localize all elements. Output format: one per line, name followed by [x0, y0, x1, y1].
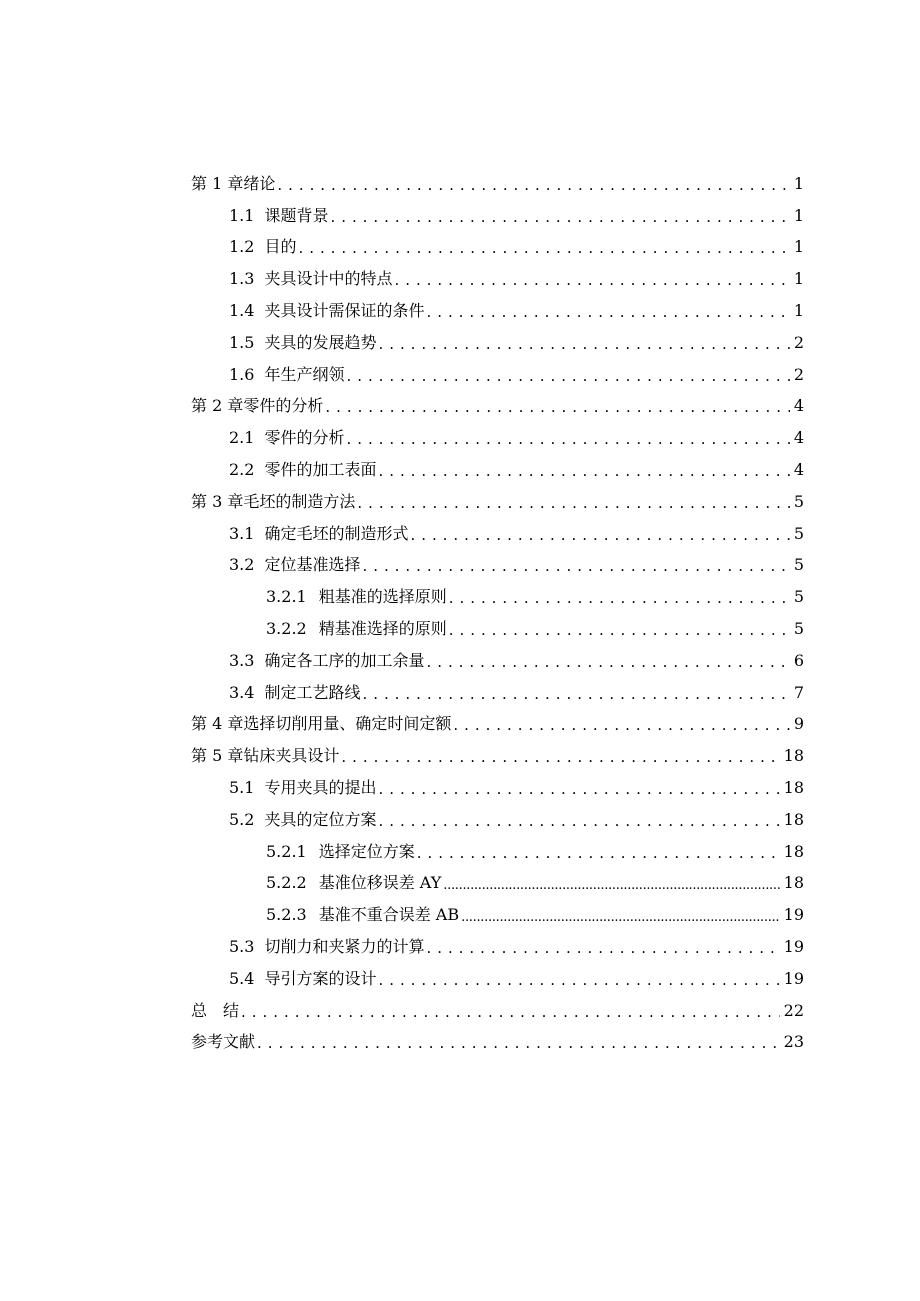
toc-entry-page: 23: [783, 1032, 804, 1052]
toc-leader-dots: [426, 654, 789, 672]
toc-entry-page: 1: [793, 205, 804, 225]
toc-entry-page: 4: [793, 460, 804, 480]
toc-entry-3-2[interactable]: [0, 550, 920, 582]
toc-entry-1-2[interactable]: [0, 232, 920, 264]
toc-entry-chapter-4[interactable]: [0, 709, 920, 741]
toc-leader-dots: [330, 209, 789, 227]
toc-entry-number: 2.2: [229, 460, 255, 480]
toc-entry-5-2-2[interactable]: [0, 868, 920, 900]
toc-leader-dots: [378, 813, 779, 831]
toc-entry-1-3[interactable]: [0, 263, 920, 295]
toc-entry-3-1[interactable]: [0, 518, 920, 550]
toc-entry-1-1[interactable]: [0, 200, 920, 232]
toc-entry-title: 参考文献: [191, 1032, 256, 1052]
toc-entry-number: 1.4: [229, 301, 255, 321]
toc-leader-dots: [325, 399, 789, 417]
toc-leader-dots: [378, 336, 789, 354]
toc-entry-page: 5: [793, 555, 804, 575]
toc-entry-page: 1: [793, 301, 804, 321]
toc-entry-summary[interactable]: [0, 995, 920, 1027]
toc-entry-page: 4: [793, 396, 804, 416]
toc-entry-page: 5: [793, 491, 804, 511]
toc-entry-number: 3.1: [229, 523, 255, 543]
toc-entry-page: 19: [783, 905, 804, 925]
toc-entry-page: 5: [793, 587, 804, 607]
toc-entry-page: 22: [783, 1000, 804, 1020]
toc-leader-dots: [426, 304, 789, 322]
toc-entry-number: 1.6: [229, 364, 255, 384]
toc-leader-dots: [241, 1004, 780, 1022]
toc-entry-page: 5: [793, 619, 804, 639]
toc-entry-title: 确定各工序的加工余量: [264, 650, 425, 670]
toc-entry-5-2-1[interactable]: [0, 836, 920, 868]
toc-entry-title: 基准位移误差 AY: [318, 873, 442, 893]
toc-leader-dots: [453, 717, 789, 735]
toc-entry-number: 5.2.1: [266, 841, 307, 861]
toc-entry-title: 确定毛坯的制造形式: [264, 523, 409, 543]
toc-entry-number: 3.2: [229, 555, 255, 575]
toc-entry-title: 夹具的发展趋势: [264, 332, 377, 352]
toc-leader-dots: [346, 368, 789, 386]
toc-entry-chapter-2[interactable]: [0, 391, 920, 423]
toc-entry-5-2[interactable]: [0, 804, 920, 836]
toc-entry-number: 1.1: [229, 205, 255, 225]
toc-entry-3-4[interactable]: [0, 677, 920, 709]
toc-leader-dots: [443, 876, 779, 894]
toc-entry-title: 零件的分析: [264, 428, 345, 448]
toc-entry-title: 夹具设计中的特点: [264, 269, 393, 289]
toc-leader-dots: [257, 1035, 780, 1053]
toc-entry-number: 3.4: [229, 682, 255, 702]
toc-entry-3-3[interactable]: [0, 645, 920, 677]
toc-entry-number: 3.2.2: [266, 619, 307, 639]
toc-entry-3-2-2[interactable]: [0, 613, 920, 645]
toc-leader-dots: [346, 431, 789, 449]
toc-entry-page: 9: [793, 714, 804, 734]
toc-entry-number: 1.2: [229, 237, 255, 257]
toc-entry-title: 零件的加工表面: [264, 460, 377, 480]
toc-entry-title: 第 5 章钻床夹具设计: [191, 746, 340, 766]
toc-entry-page: 18: [783, 873, 804, 893]
toc-entry-title: 第 1 章绪论: [191, 173, 276, 193]
toc-entry-number: 3.3: [229, 650, 255, 670]
toc-leader-dots: [461, 908, 780, 926]
toc-entry-page: 7: [793, 682, 804, 702]
toc-entry-page: 2: [793, 364, 804, 384]
toc-entry-number: 5.2.3: [266, 905, 307, 925]
toc-leader-dots: [410, 527, 789, 545]
toc-entry-5-4[interactable]: [0, 963, 920, 995]
toc-leader-dots: [378, 972, 779, 990]
toc-leader-dots: [426, 940, 779, 958]
toc-leader-dots: [277, 177, 789, 195]
toc-entry-title: 制定工艺路线: [264, 682, 361, 702]
toc-entry-page: 18: [783, 841, 804, 861]
toc-entry-2-2[interactable]: [0, 454, 920, 486]
toc-leader-dots: [341, 749, 779, 767]
toc-entry-number: 1.5: [229, 332, 255, 352]
toc-entry-5-2-3[interactable]: [0, 899, 920, 931]
toc-entry-number: 3.2.1: [266, 587, 307, 607]
toc-entry-title: 第 4 章选择切削用量、确定时间定额: [191, 714, 452, 734]
toc-entry-chapter-3[interactable]: [0, 486, 920, 518]
toc-entry-title: 总 结: [191, 1000, 240, 1020]
toc-leader-dots: [362, 558, 789, 576]
toc-entry-page: 18: [783, 778, 804, 798]
toc-entry-page: 18: [783, 809, 804, 829]
toc-leader-dots: [449, 622, 790, 640]
toc-entry-1-5[interactable]: [0, 327, 920, 359]
toc-entry-page: 2: [793, 332, 804, 352]
toc-entry-2-1[interactable]: [0, 422, 920, 454]
toc-entry-chapter-1[interactable]: [0, 168, 920, 200]
toc-entry-chapter-5[interactable]: [0, 740, 920, 772]
toc-leader-dots: [378, 781, 779, 799]
toc-entry-1-6[interactable]: [0, 359, 920, 391]
toc-entry-3-2-1[interactable]: [0, 581, 920, 613]
toc-entry-title: 课题背景: [264, 205, 329, 225]
toc-entry-title: 夹具设计需保证的条件: [264, 301, 425, 321]
toc-entry-1-4[interactable]: [0, 295, 920, 327]
toc-entry-title: 导引方案的设计: [264, 968, 377, 988]
toc-entry-page: 1: [793, 237, 804, 257]
toc-entry-title: 选择定位方案: [318, 841, 415, 861]
toc-entry-number: 5.2.2: [266, 873, 307, 893]
toc-leader-dots: [449, 590, 790, 608]
toc-entry-5-1[interactable]: [0, 772, 920, 804]
toc-entry-number: 5.2: [229, 809, 255, 829]
toc-entry-references[interactable]: [0, 1027, 920, 1059]
toc-entry-page: 5: [793, 523, 804, 543]
toc-leader-dots: [362, 686, 789, 704]
toc-entry-number: 5.3: [229, 937, 255, 957]
toc-entry-number: 5.1: [229, 778, 255, 798]
toc-leader-dots: [357, 495, 789, 513]
table-of-contents: [0, 168, 920, 1058]
toc-entry-page: 19: [783, 968, 804, 988]
toc-entry-number: 1.3: [229, 269, 255, 289]
toc-entry-title: 第 2 章零件的分析: [191, 396, 324, 416]
toc-leader-dots: [378, 463, 789, 481]
toc-entry-number: 5.4: [229, 968, 255, 988]
toc-entry-page: 18: [783, 746, 804, 766]
toc-entry-5-3[interactable]: [0, 931, 920, 963]
toc-entry-title: 精基准选择的原则: [318, 619, 447, 639]
toc-entry-title: 切削力和夹紧力的计算: [264, 937, 425, 957]
toc-entry-title: 定位基准选择: [264, 555, 361, 575]
toc-entry-title: 基准不重合误差 AB: [318, 905, 460, 925]
toc-leader-dots: [417, 845, 780, 863]
toc-entry-page: 19: [783, 937, 804, 957]
toc-entry-title: 年生产纲领: [264, 364, 345, 384]
toc-entry-title: 第 3 章毛坯的制造方法: [191, 491, 356, 511]
toc-entry-page: 6: [793, 650, 804, 670]
toc-entry-title: 粗基准的选择原则: [318, 587, 447, 607]
toc-entry-title: 夹具的定位方案: [264, 809, 377, 829]
toc-entry-title: 专用夹具的提出: [264, 778, 377, 798]
toc-entry-page: 1: [793, 173, 804, 193]
toc-entry-number: 2.1: [229, 428, 255, 448]
toc-entry-title: 目的: [264, 237, 297, 257]
toc-leader-dots: [298, 240, 789, 258]
toc-leader-dots: [394, 272, 789, 290]
toc-entry-page: 1: [793, 269, 804, 289]
toc-entry-page: 4: [793, 428, 804, 448]
